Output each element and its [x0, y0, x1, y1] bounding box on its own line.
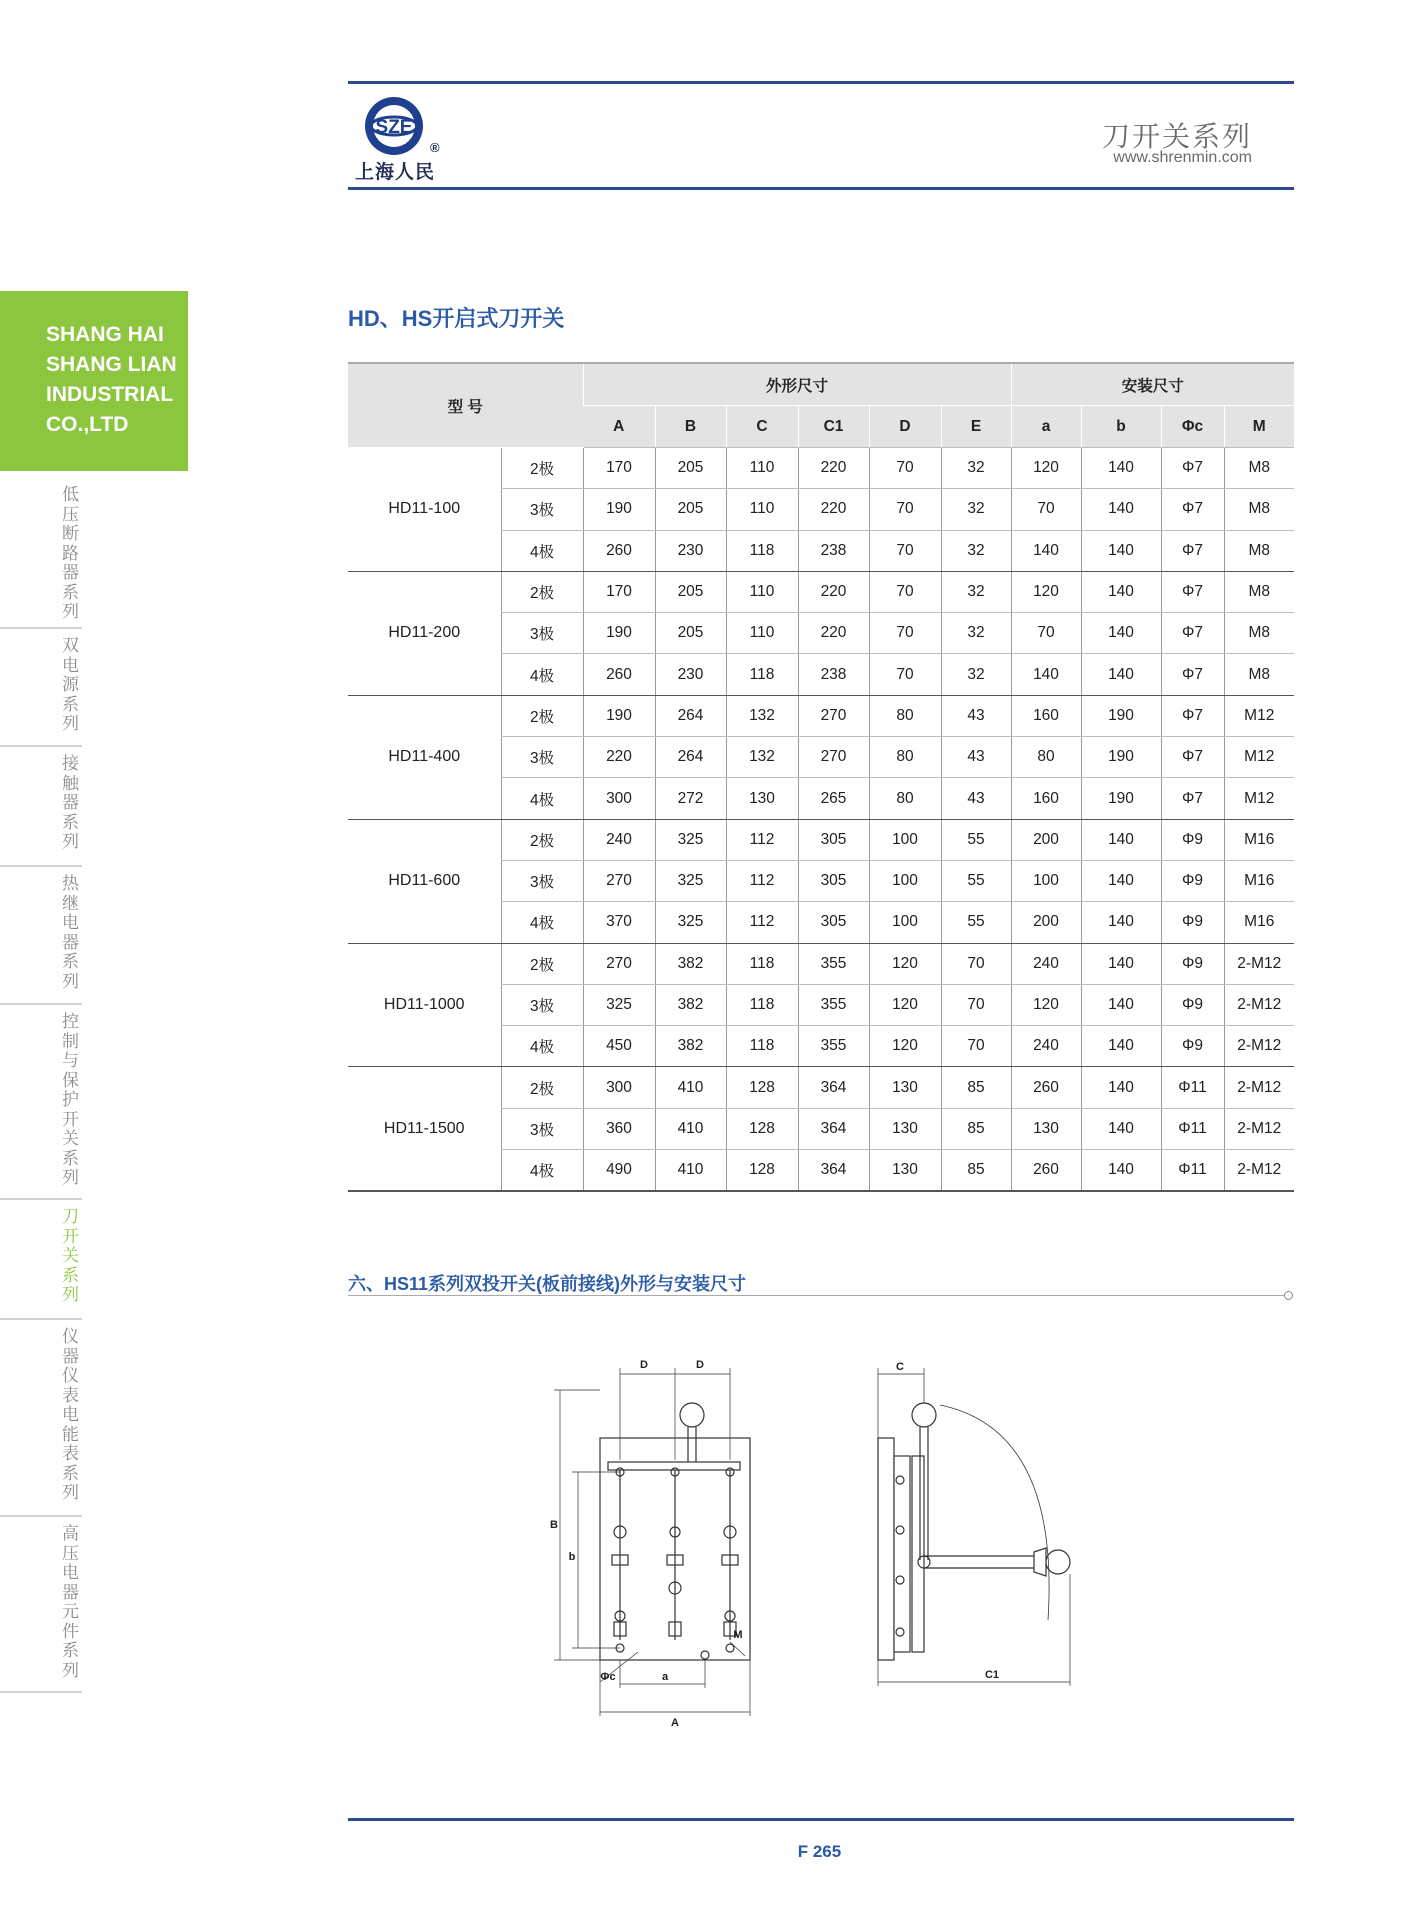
poles-cell: 3极 — [501, 613, 583, 654]
series-title: 刀开关系列 — [1101, 121, 1252, 152]
value-cell: Φ9 — [1161, 819, 1224, 860]
value-cell: 364 — [798, 1150, 869, 1192]
front-handle-knob — [680, 1403, 704, 1427]
model-cell: HD11-200 — [348, 571, 501, 695]
poles-cell: 2极 — [501, 695, 583, 736]
value-cell: 70 — [869, 654, 941, 695]
subsection-title: 六、HS11系列双投开关(板前接线)外形与安装尺寸 — [348, 1274, 747, 1294]
value-cell: Φ9 — [1161, 902, 1224, 943]
value-cell: 32 — [941, 571, 1011, 612]
value-cell: M8 — [1224, 571, 1294, 612]
value-cell: 355 — [798, 984, 869, 1025]
value-cell: 160 — [1011, 695, 1081, 736]
poles-cell: 3极 — [501, 1108, 583, 1149]
value-cell: 140 — [1081, 1108, 1161, 1149]
value-cell: Φ9 — [1161, 943, 1224, 984]
column-header: B — [655, 406, 726, 448]
value-cell: 410 — [655, 1150, 726, 1192]
poles-cell: 3极 — [501, 489, 583, 530]
table-row — [348, 571, 1294, 612]
side-base-plate — [878, 1438, 894, 1660]
value-cell: 325 — [655, 902, 726, 943]
value-cell: 410 — [655, 1108, 726, 1149]
value-cell: 140 — [1081, 530, 1161, 571]
value-cell: 70 — [1011, 489, 1081, 530]
value-cell: 260 — [583, 654, 655, 695]
brand-text — [46, 320, 177, 440]
brand-cn: 上海人民 — [355, 162, 436, 183]
dim-label-c: C — [896, 1361, 904, 1373]
value-cell: 355 — [798, 943, 869, 984]
value-cell: 100 — [1011, 860, 1081, 901]
value-cell: 120 — [869, 984, 941, 1025]
model-cell: HD11-1000 — [348, 943, 501, 1067]
poles-cell: 4极 — [501, 1026, 583, 1067]
value-cell: M16 — [1224, 819, 1294, 860]
value-cell: Φ7 — [1161, 778, 1224, 819]
column-header: M — [1224, 406, 1294, 448]
value-cell: 305 — [798, 902, 869, 943]
value-cell: Φ7 — [1161, 695, 1224, 736]
value-cell: 240 — [1011, 1026, 1081, 1067]
value-cell: 32 — [941, 530, 1011, 571]
value-cell: 70 — [869, 448, 941, 489]
value-cell: 140 — [1081, 1150, 1161, 1192]
column-header: a — [1011, 406, 1081, 448]
value-cell: Φ11 — [1161, 1150, 1224, 1192]
poles-cell: 3极 — [501, 984, 583, 1025]
value-cell: 355 — [798, 1026, 869, 1067]
side-nav-item[interactable] — [0, 478, 82, 629]
dim-label-d2: D — [696, 1360, 704, 1371]
value-cell: 100 — [869, 902, 941, 943]
side-nav-item[interactable] — [0, 1517, 82, 1693]
side-nav-label: 低压断路器系列 — [62, 485, 79, 622]
value-cell: 100 — [869, 860, 941, 901]
install-dims-header: 安装尺寸 — [1011, 363, 1294, 406]
side-nav-label: 仪器仪表电能表系列 — [62, 1327, 79, 1503]
value-cell: 240 — [1011, 943, 1081, 984]
value-cell: 120 — [1011, 984, 1081, 1025]
registered-mark: ® — [430, 140, 440, 155]
side-nav-label: 接触器系列 — [62, 754, 79, 852]
value-cell: 130 — [869, 1067, 941, 1108]
value-cell: 450 — [583, 1026, 655, 1067]
value-cell: 128 — [726, 1150, 798, 1192]
poles-cell: 2极 — [501, 448, 583, 489]
poles-cell: 2极 — [501, 943, 583, 984]
value-cell: 230 — [655, 654, 726, 695]
value-cell: 364 — [798, 1067, 869, 1108]
model-header: 型 号 — [348, 363, 583, 448]
column-header: C — [726, 406, 798, 448]
value-cell: 128 — [726, 1067, 798, 1108]
value-cell: 140 — [1081, 943, 1161, 984]
table-row — [348, 1067, 1294, 1108]
value-cell: 382 — [655, 984, 726, 1025]
value-cell: M8 — [1224, 489, 1294, 530]
value-cell: 110 — [726, 613, 798, 654]
value-cell: 43 — [941, 778, 1011, 819]
brand-line: INDUSTRIAL — [46, 383, 174, 406]
value-cell: 140 — [1081, 654, 1161, 695]
value-cell: 270 — [583, 943, 655, 984]
value-cell: 55 — [941, 819, 1011, 860]
value-cell: 112 — [726, 860, 798, 901]
dim-label-m: M — [733, 1629, 743, 1641]
value-cell: 190 — [1081, 737, 1161, 778]
value-cell: 132 — [726, 695, 798, 736]
value-cell: 128 — [726, 1108, 798, 1149]
side-handle-knob — [912, 1403, 936, 1427]
footer-rule — [348, 1818, 1294, 1821]
value-cell: 120 — [1011, 571, 1081, 612]
value-cell: 325 — [655, 860, 726, 901]
value-cell: 140 — [1081, 571, 1161, 612]
value-cell: 305 — [798, 819, 869, 860]
dim-label-big-b: B — [550, 1519, 558, 1531]
value-cell: Φ9 — [1161, 860, 1224, 901]
dim-label-c1: C1 — [984, 1669, 1000, 1681]
value-cell: 260 — [583, 530, 655, 571]
value-cell: 118 — [726, 654, 798, 695]
side-nav-label: 控制与保护开关系列 — [62, 1012, 79, 1188]
side-nav-item[interactable] — [0, 629, 82, 747]
value-cell: Φ7 — [1161, 613, 1224, 654]
brand-line: CO.,LTD — [46, 413, 129, 436]
value-cell: Φ11 — [1161, 1108, 1224, 1149]
table-row — [348, 943, 1294, 984]
value-cell: 300 — [583, 778, 655, 819]
value-cell: 85 — [941, 1150, 1011, 1192]
value-cell: 200 — [1011, 902, 1081, 943]
switch-dimension-drawing — [540, 1360, 1120, 1740]
value-cell: 190 — [583, 695, 655, 736]
value-cell: 305 — [798, 860, 869, 901]
value-cell: Φ7 — [1161, 530, 1224, 571]
table-row — [348, 448, 1294, 489]
value-cell: 55 — [941, 902, 1011, 943]
poles-cell: 3极 — [501, 737, 583, 778]
value-cell: 220 — [583, 737, 655, 778]
value-cell: 140 — [1081, 448, 1161, 489]
value-cell: Φ11 — [1161, 1067, 1224, 1108]
side-nav — [0, 478, 82, 1693]
value-cell: 70 — [941, 984, 1011, 1025]
value-cell: 170 — [583, 448, 655, 489]
value-cell: 300 — [583, 1067, 655, 1108]
value-cell: M12 — [1224, 737, 1294, 778]
header-bottom-rule — [348, 187, 1294, 190]
value-cell: M12 — [1224, 778, 1294, 819]
value-cell: 205 — [655, 448, 726, 489]
poles-cell: 2极 — [501, 819, 583, 860]
poles-cell: 4极 — [501, 902, 583, 943]
value-cell: 2-M12 — [1224, 984, 1294, 1025]
value-cell: M8 — [1224, 530, 1294, 571]
value-cell: 140 — [1011, 654, 1081, 695]
value-cell: 130 — [726, 778, 798, 819]
value-cell: 140 — [1081, 489, 1161, 530]
value-cell: 100 — [869, 819, 941, 860]
value-cell: 120 — [869, 943, 941, 984]
brand-line: SHANG HAI — [46, 323, 164, 346]
value-cell: 264 — [655, 695, 726, 736]
value-cell: 140 — [1081, 984, 1161, 1025]
value-cell: 364 — [798, 1108, 869, 1149]
value-cell: Φ7 — [1161, 571, 1224, 612]
value-cell: 70 — [869, 571, 941, 612]
value-cell: Φ7 — [1161, 489, 1224, 530]
value-cell: 118 — [726, 984, 798, 1025]
value-cell: 118 — [726, 530, 798, 571]
value-cell: 410 — [655, 1067, 726, 1108]
side-nav-label: 双电源系列 — [62, 636, 79, 734]
value-cell: 230 — [655, 530, 726, 571]
value-cell: 190 — [583, 613, 655, 654]
value-cell: 360 — [583, 1108, 655, 1149]
poles-cell: 4极 — [501, 1150, 583, 1192]
poles-cell: 4极 — [501, 778, 583, 819]
value-cell: 238 — [798, 530, 869, 571]
value-cell: 118 — [726, 943, 798, 984]
value-cell: M8 — [1224, 448, 1294, 489]
value-cell: 265 — [798, 778, 869, 819]
value-cell: 264 — [655, 737, 726, 778]
value-cell: 260 — [1011, 1067, 1081, 1108]
value-cell: 190 — [583, 489, 655, 530]
value-cell: Φ7 — [1161, 448, 1224, 489]
value-cell: 130 — [1011, 1108, 1081, 1149]
side-nav-label: 高压电器元件系列 — [62, 1524, 79, 1681]
value-cell: 205 — [655, 613, 726, 654]
value-cell: M8 — [1224, 654, 1294, 695]
value-cell: 32 — [941, 613, 1011, 654]
value-cell: 260 — [1011, 1150, 1081, 1192]
value-cell: 2-M12 — [1224, 1108, 1294, 1149]
rule-end-dot — [1284, 1291, 1293, 1300]
value-cell: M16 — [1224, 902, 1294, 943]
value-cell: 70 — [869, 613, 941, 654]
value-cell: 80 — [869, 695, 941, 736]
value-cell: 110 — [726, 489, 798, 530]
value-cell: 130 — [869, 1150, 941, 1192]
side-nav-item[interactable] — [0, 1005, 82, 1200]
value-cell: Φ7 — [1161, 737, 1224, 778]
value-cell: 70 — [941, 1026, 1011, 1067]
side-handle-knob-open — [1046, 1550, 1070, 1574]
value-cell: 270 — [798, 737, 869, 778]
value-cell: 110 — [726, 571, 798, 612]
value-cell: 140 — [1081, 819, 1161, 860]
value-cell: 85 — [941, 1067, 1011, 1108]
value-cell: 190 — [1081, 778, 1161, 819]
header-top-rule — [348, 81, 1294, 84]
side-nav-item[interactable] — [0, 747, 82, 867]
value-cell: 238 — [798, 654, 869, 695]
value-cell: 2-M12 — [1224, 943, 1294, 984]
value-cell: 170 — [583, 571, 655, 612]
dim-label-small-a: a — [661, 1671, 669, 1683]
value-cell: 120 — [869, 1026, 941, 1067]
value-cell: 382 — [655, 943, 726, 984]
model-cell: HD11-1500 — [348, 1067, 501, 1191]
value-cell: 132 — [726, 737, 798, 778]
section-title: HD、HS开启式刀开关 — [348, 306, 565, 331]
value-cell: 43 — [941, 695, 1011, 736]
side-nav-item[interactable] — [0, 867, 82, 1005]
value-cell: 2-M12 — [1224, 1150, 1294, 1192]
side-nav-item[interactable] — [0, 1320, 82, 1517]
poles-cell: 2极 — [501, 1067, 583, 1108]
value-cell: 32 — [941, 448, 1011, 489]
table-row — [348, 695, 1294, 736]
side-nav-item-active[interactable] — [0, 1200, 82, 1320]
value-cell: 490 — [583, 1150, 655, 1192]
column-header: E — [941, 406, 1011, 448]
value-cell: 140 — [1081, 902, 1161, 943]
value-cell: 382 — [655, 1026, 726, 1067]
value-cell: 325 — [655, 819, 726, 860]
column-header: Φc — [1161, 406, 1224, 448]
poles-cell: 4极 — [501, 530, 583, 571]
value-cell: 270 — [583, 860, 655, 901]
svg-text:SZE: SZE — [375, 117, 413, 138]
dim-label-phic: Φc — [600, 1671, 616, 1683]
page-number: F 265 — [797, 1842, 842, 1861]
value-cell: 240 — [583, 819, 655, 860]
value-cell: 110 — [726, 448, 798, 489]
spec-table — [348, 362, 1294, 1192]
value-cell: 370 — [583, 902, 655, 943]
side-nav-label: 刀开关系列 — [62, 1207, 79, 1305]
value-cell: 43 — [941, 737, 1011, 778]
value-cell: 130 — [869, 1108, 941, 1149]
column-header: C1 — [798, 406, 869, 448]
value-cell: 55 — [941, 860, 1011, 901]
model-cell: HD11-100 — [348, 448, 501, 572]
poles-cell: 3极 — [501, 860, 583, 901]
outline-dims-header: 外形尺寸 — [583, 363, 1011, 406]
side-nav-label: 热继电器系列 — [62, 874, 79, 992]
subsection-rule — [348, 1295, 1288, 1296]
value-cell: 85 — [941, 1108, 1011, 1149]
poles-cell: 2极 — [501, 571, 583, 612]
value-cell: 205 — [655, 489, 726, 530]
value-cell: 205 — [655, 571, 726, 612]
value-cell: 70 — [941, 943, 1011, 984]
value-cell: 118 — [726, 1026, 798, 1067]
value-cell: 200 — [1011, 819, 1081, 860]
value-cell: 220 — [798, 613, 869, 654]
value-cell: 270 — [798, 695, 869, 736]
value-cell: 2-M12 — [1224, 1067, 1294, 1108]
value-cell: 220 — [798, 448, 869, 489]
value-cell: Φ9 — [1161, 984, 1224, 1025]
value-cell: 70 — [1011, 613, 1081, 654]
value-cell: 140 — [1081, 1067, 1161, 1108]
value-cell: 140 — [1081, 860, 1161, 901]
value-cell: 325 — [583, 984, 655, 1025]
value-cell: 80 — [869, 778, 941, 819]
value-cell: 70 — [869, 530, 941, 571]
model-cell: HD11-400 — [348, 695, 501, 819]
value-cell: 80 — [869, 737, 941, 778]
value-cell: 80 — [1011, 737, 1081, 778]
value-cell: 112 — [726, 819, 798, 860]
value-cell: M8 — [1224, 613, 1294, 654]
value-cell: 190 — [1081, 695, 1161, 736]
value-cell: 70 — [869, 489, 941, 530]
value-cell: 160 — [1011, 778, 1081, 819]
value-cell: Φ9 — [1161, 1026, 1224, 1067]
value-cell: 112 — [726, 902, 798, 943]
value-cell: 32 — [941, 489, 1011, 530]
dim-label-small-b: b — [568, 1551, 576, 1563]
value-cell: 220 — [798, 571, 869, 612]
dim-label-big-a: A — [671, 1717, 679, 1729]
column-header: A — [583, 406, 655, 448]
value-cell: M16 — [1224, 860, 1294, 901]
website-url: www.shrenmin.com — [1113, 149, 1252, 166]
column-header: b — [1081, 406, 1161, 448]
value-cell: 32 — [941, 654, 1011, 695]
value-cell: 140 — [1081, 613, 1161, 654]
table-body — [348, 448, 1294, 1192]
model-cell: HD11-600 — [348, 819, 501, 943]
value-cell: M12 — [1224, 695, 1294, 736]
value-cell: 140 — [1011, 530, 1081, 571]
value-cell: 272 — [655, 778, 726, 819]
value-cell: 220 — [798, 489, 869, 530]
table-row — [348, 819, 1294, 860]
brand-line: SHANG LIAN — [46, 353, 177, 376]
value-cell: 140 — [1081, 1026, 1161, 1067]
column-header: D — [869, 406, 941, 448]
value-cell: Φ7 — [1161, 654, 1224, 695]
value-cell: 120 — [1011, 448, 1081, 489]
poles-cell: 4极 — [501, 654, 583, 695]
dim-label-d1: D — [640, 1360, 648, 1371]
value-cell: 2-M12 — [1224, 1026, 1294, 1067]
